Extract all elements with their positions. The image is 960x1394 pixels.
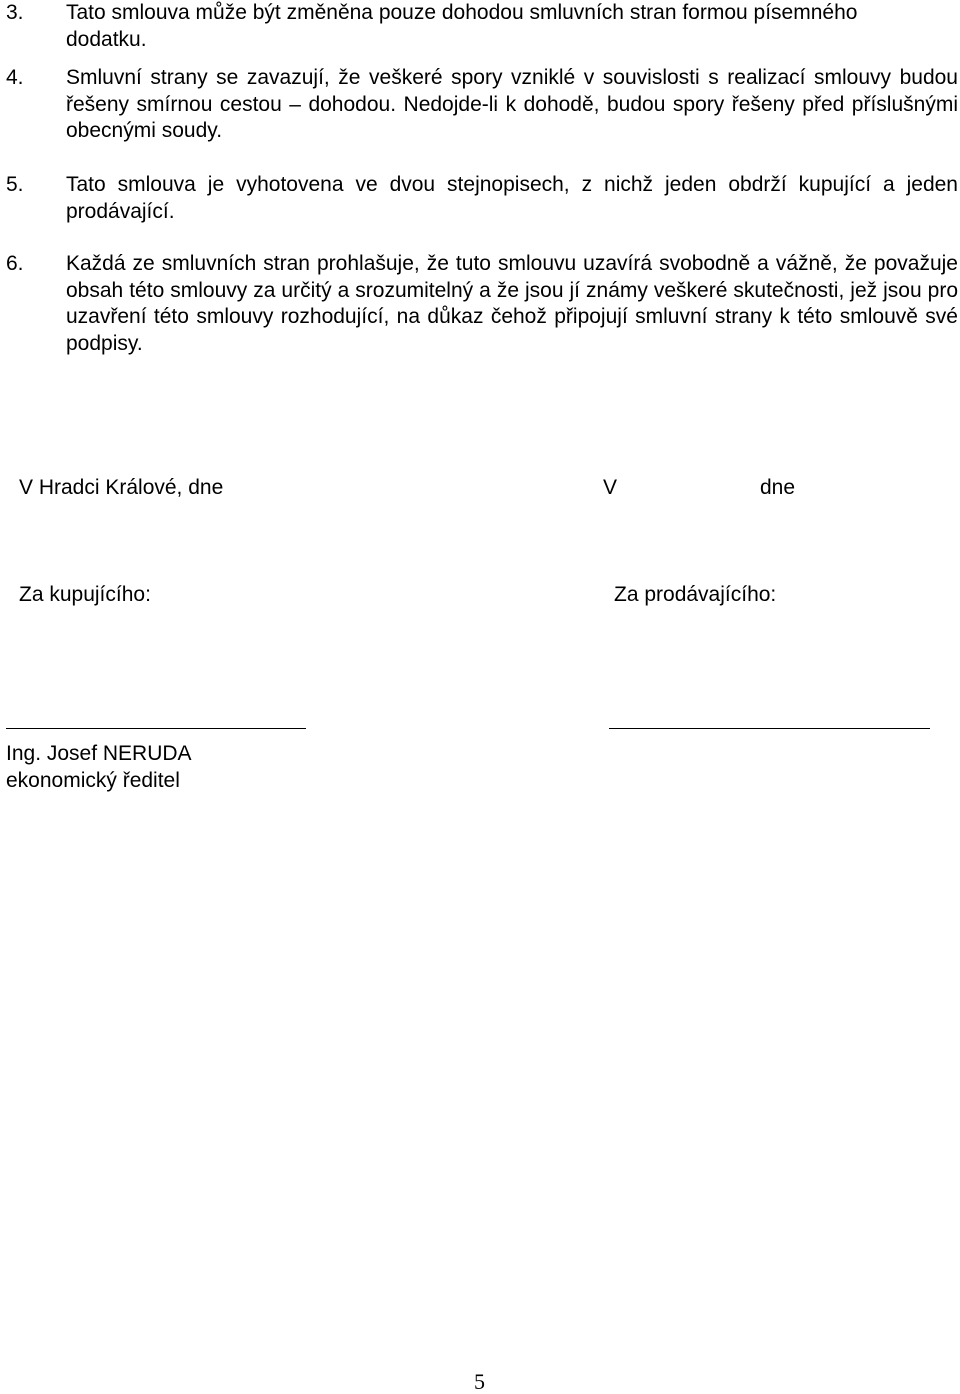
clause-text: Tato smlouva může být změněna pouze dohodou smluvních stran formou písemného dodatku. [66,1,858,51]
clause-text: Tato smlouva je vyhotovena ve dvou stejnopisech, z nichž jeden obdrží kupující a jeden prodávající. [66,173,958,223]
signatory-title: ekonomický ředitel [6,769,180,792]
clause-6 [0,251,958,357]
right-place: V [603,476,618,499]
clause-text: Smluvní strany se zavazují, že veškeré spory vzniklé v souvislosti s realizací smlouvy budou řešeny smírnou cestou – dohodou. Nedojde-li k dohodě, budou spory řešeny před příslušnými obecnými soudy. [66,66,958,142]
page-number: 5 [474,1369,485,1394]
clause-text: Každá ze smluvních stran prohlašuje, že tuto smlouvu uzavírá svobodně a vážně, že považuje obsah této smlouvy za určitý a srozumitelný a že jsou jí známy veškeré skutečnosti, jež jsou pro uzavření této smlouvy rozhodující, na důkaz čehož připojují smluvní strany k této smlouvě své podpisy. [66,252,958,355]
clause-3 [0,0,958,53]
seller-label: Za prodávajícího: [614,583,777,606]
clause-number: 6. [6,252,24,275]
buyer-signature-line [6,728,306,729]
left-place-date: V Hradci Králové, dne [19,476,224,499]
clause-number: 5. [6,173,24,196]
right-date: dne [760,476,796,499]
clause-5 [0,172,958,225]
clause-number: 3. [6,1,24,24]
clause-number: 4. [6,66,24,89]
signatory-name: Ing. Josef NERUDA [6,742,192,765]
seller-signature-line [609,728,930,729]
clause-4 [0,65,958,145]
buyer-label: Za kupujícího: [19,583,151,606]
